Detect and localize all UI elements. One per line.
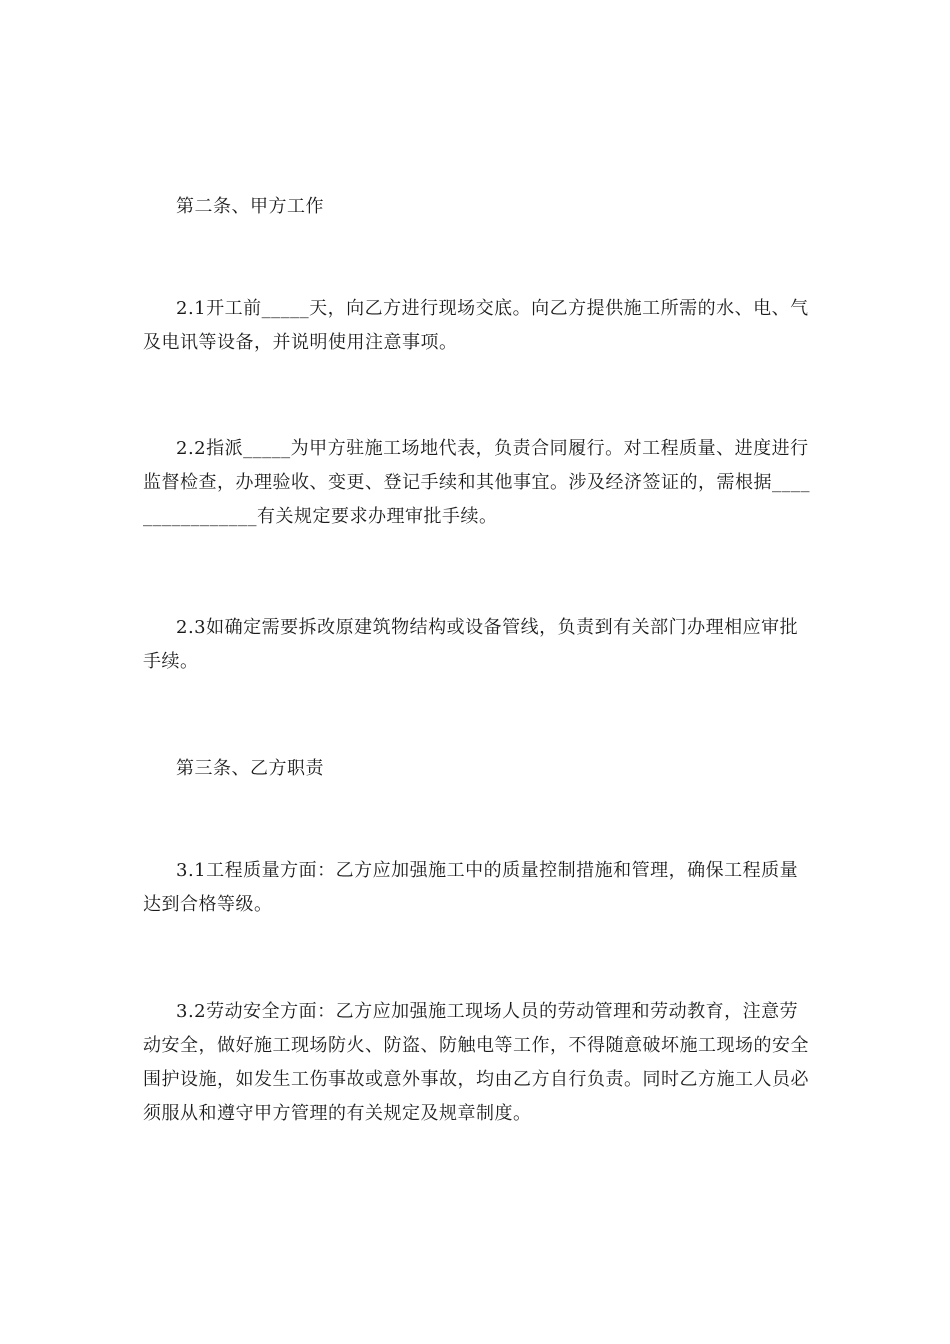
clause-2-2: 2.2指派_____为甲方驻施工场地代表，负责合同履行。对工程质量、进度进行监督检查，办理验收、变更、登记手续和其他事宜。涉及经济签证的，需根据________________有关规定要求办理审批手续。 (143, 438, 810, 527)
clause-2-1: 2.1开工前_____天，向乙方进行现场交底。向乙方提供施工所需的水、电、气及电讯等设备，并说明使用注意事项。 (143, 298, 809, 353)
clause-3-1: 3.1工程质量方面：乙方应加强施工中的质量控制措施和管理，确保工程质量达到合格等级。 (143, 860, 799, 915)
clause-2-3: 2.3如确定需要拆改原建筑物结构或设备管线，负责到有关部门办理相应审批手续。 (143, 617, 799, 672)
section-2-heading: 第二条、甲方工作 (176, 196, 324, 217)
clause-3-2: 3.2劳动安全方面：乙方应加强施工现场人员的劳动管理和劳动教育，注意劳动安全，做好施工现场防火、防盗、防触电等工作，不得随意破坏施工现场的安全围护设施，如发生工伤事故或意外事故，均由乙方自行负责。同时乙方施工人员必须服从和遵守甲方管理的有关规定及规章制度。 (143, 1001, 809, 1124)
section-3-heading: 第三条、乙方职责 (176, 758, 324, 779)
